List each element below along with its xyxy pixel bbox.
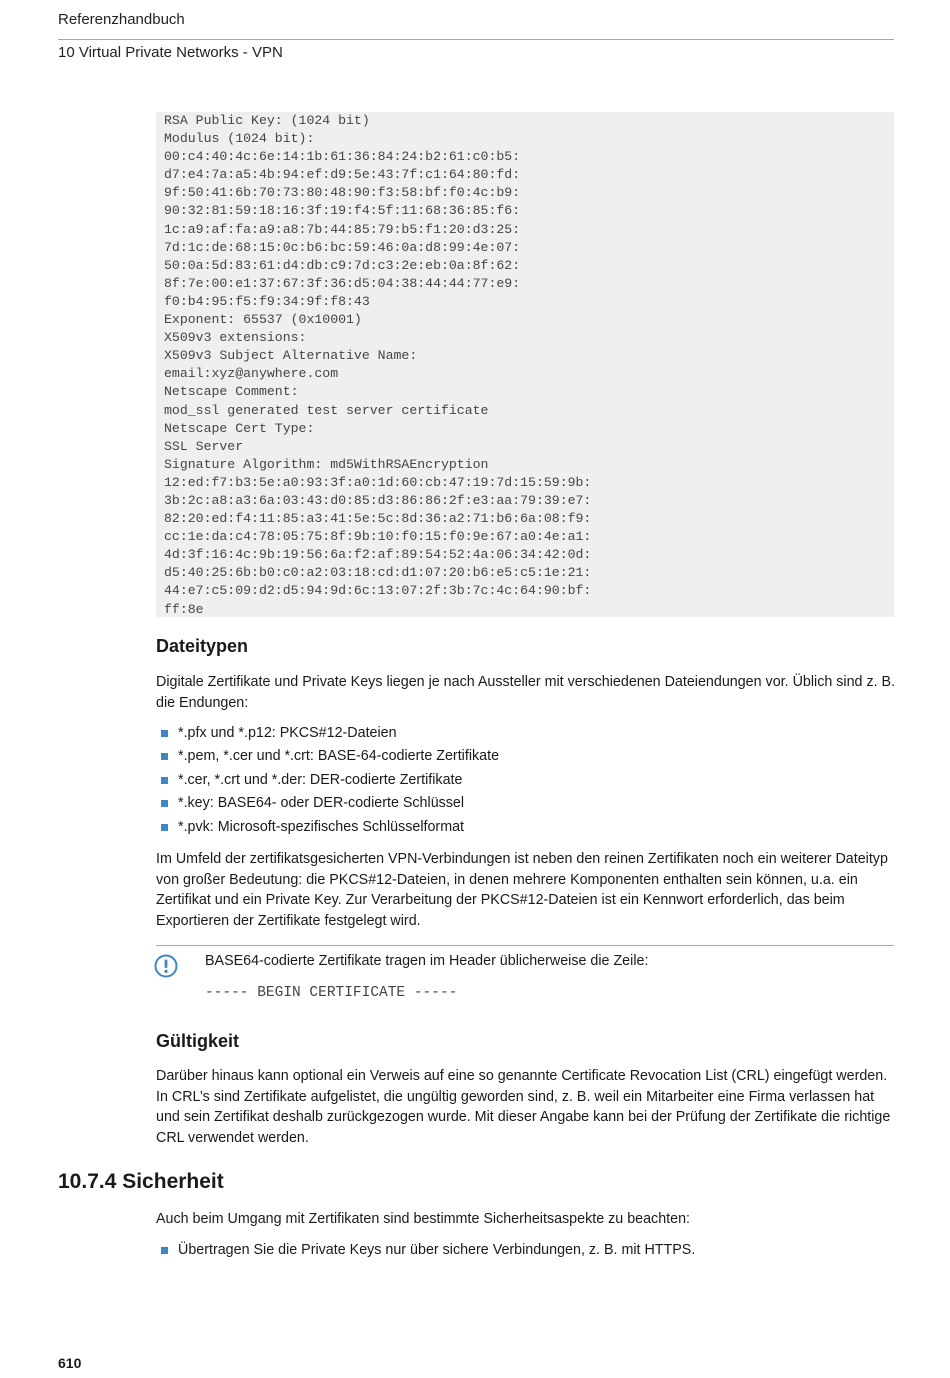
dateitypen-intro: Digitale Zertifikate und Private Keys liegen je nach Aussteller mit verschiedenen Dateiendungen vor. Üblich sind z. B. die Endungen:: [156, 674, 896, 711]
note-text: BASE64-codierte Zertifikate tragen im Header üblicherweise die Zeile:: [205, 953, 649, 969]
code-line: Signature Algorithm: md5WithRSAEncryption: [164, 456, 489, 472]
security-list: [156, 1239, 695, 1262]
pkcs12-paragraph: Im Umfeld der zertifikatsgesicherten VPN-Verbindungen ist neben den reinen Zertifikaten noch ein weiterer Dateityp von großer Bedeutung: die PKCS#12-Dateien, in denen mehrere Komponenten enthalten sein können, u.a. ein Zertifikat und ein Private Key. Zur Verarbeitung der PKCS#12-Dateien ist ein Kennwort erforderlich, das beim Exportieren der Zertifikate festgelegt wird.: [156, 851, 888, 929]
bullet-square-icon: [161, 777, 168, 784]
certificate-code-block: [156, 112, 894, 617]
heading-dateitypen: Dateitypen: [156, 636, 249, 656]
code-line: d7:e4:7a:a5:4b:94:ef:d9:5e:43:7f:c1:64:80:fd:: [164, 167, 521, 183]
code-line: f0:b4:95:f5:f9:34:9f:f8:43: [164, 293, 370, 309]
list-item: *.pvk: Microsoft-spezifisches Schlüsselformat: [156, 816, 499, 839]
list-item: *.pfx und *.p12: PKCS#12-Dateien: [156, 722, 499, 745]
code-line: RSA Public Key: (1024 bit): [164, 113, 370, 128]
code-line: 9f:50:41:6b:70:73:80:48:90:f3:58:bf:f0:4c:b9:: [164, 185, 521, 201]
list-item: *.cer, *.crt und *.der: DER-codierte Zertifikate: [156, 769, 499, 792]
code-line: 3b:2c:a8:a3:6a:03:43:d0:85:d3:86:86:2f:e3:aa:79:39:e7:: [164, 492, 592, 508]
code-line: d5:40:25:6b:b0:c0:a2:03:18:cd:d1:07:20:b6:e5:c5:1e:21:: [164, 565, 592, 581]
bullet-square-icon: [161, 730, 168, 737]
note-code: ----- BEGIN CERTIFICATE -----: [205, 985, 458, 1001]
page-number: 610: [58, 1355, 82, 1371]
code-line: 00:c4:40:4c:6e:14:1b:61:36:84:24:b2:61:c0:b5:: [164, 149, 521, 165]
list-item: *.key: BASE64- oder DER-codierte Schlüssel: [156, 792, 499, 815]
code-line: X509v3 Subject Alternative Name:: [164, 348, 418, 364]
code-line: 4d:3f:16:4c:9b:19:56:6a:f2:af:89:54:52:4a:06:34:42:0d:: [164, 547, 592, 563]
section-heading-sicherheit: 10.7.4 Sicherheit: [58, 1170, 224, 1193]
code-line: 12:ed:f7:b3:5e:a0:93:3f:a0:1d:60:cb:47:19:7d:15:59:9b:: [164, 474, 592, 490]
code-line: 8f:7e:00:e1:37:67:3f:36:d5:04:38:44:44:77:e9:: [164, 275, 521, 291]
bullet-square-icon: [161, 753, 168, 760]
list-item: Übertragen Sie die Private Keys nur über sichere Verbindungen, z. B. mit HTTPS.: [156, 1239, 695, 1262]
code-line: 90:32:81:59:18:16:3f:19:f4:5f:11:68:36:85:f6:: [164, 203, 521, 219]
header-rule: [58, 39, 894, 40]
code-line: 82:20:ed:f4:11:85:a3:41:5e:5c:8d:36:a2:71:b6:6a:08:f9:: [164, 511, 592, 527]
running-header-title: Referenzhandbuch: [58, 11, 185, 28]
code-line: mod_ssl generated test server certificate: [164, 402, 489, 418]
code-line: ff:8e: [164, 601, 204, 617]
code-line: SSL Server: [164, 438, 244, 454]
code-line: cc:1e:da:c4:78:05:75:8f:9b:10:f0:15:f0:9e:67:a0:4e:a1:: [164, 529, 592, 545]
bullet-square-icon: [161, 824, 168, 831]
code-line: 1c:a9:af:fa:a9:a8:7b:44:85:79:b5:f1:20:d3:25:: [164, 221, 521, 237]
running-header-chapter: 10 Virtual Private Networks - VPN: [58, 44, 283, 61]
code-line: email:xyz@anywhere.com: [164, 366, 339, 382]
heading-gueltigkeit: Gültigkeit: [156, 1031, 240, 1051]
file-type-list: [156, 722, 499, 839]
sicherheit-intro: Auch beim Umgang mit Zertifikaten sind bestimmte Sicherheitsaspekte zu beachten:: [156, 1211, 691, 1227]
code-line: Netscape Cert Type:: [164, 420, 315, 436]
gueltigkeit-paragraph: Darüber hinaus kann optional ein Verweis auf eine so genannte Certificate Revocation List (CRL) eingefügt werden. In CRL’s sind Zertifikate aufgelistet, die ungültig geworden sind, z. B. weil ein Mitarbeiter eine Firma verlassen hat und sein Zertifikat deshalb zurückgezogen wurde. Mit dieser Angabe kann bei der Prüfung der Zertifikate die richtige CRL verwendet werden.: [156, 1068, 891, 1146]
code-lines: [164, 112, 894, 619]
code-line: Modulus (1024 bit):: [164, 131, 315, 147]
code-line: 44:e7:c5:09:d2:d5:94:9d:6c:13:07:2f:3b:7c:4c:64:90:bf:: [164, 583, 592, 599]
code-line: 50:0a:5d:83:61:d4:db:c9:7d:c3:2e:eb:0a:8f:62:: [164, 257, 521, 273]
bullet-square-icon: [161, 800, 168, 807]
code-line: Netscape Comment:: [164, 384, 299, 400]
code-line: 7d:1c:de:68:15:0c:b6:bc:59:46:0a:d8:99:4e:07:: [164, 239, 521, 255]
bullet-square-icon: [161, 1247, 168, 1254]
code-line: X509v3 extensions:: [164, 330, 307, 346]
info-exclamation-icon: [154, 954, 178, 978]
code-line: Exponent: 65537 (0x10001): [164, 312, 362, 328]
note-rule: [156, 945, 894, 946]
list-item: *.pem, *.cer und *.crt: BASE-64-codierte Zertifikate: [156, 745, 499, 768]
